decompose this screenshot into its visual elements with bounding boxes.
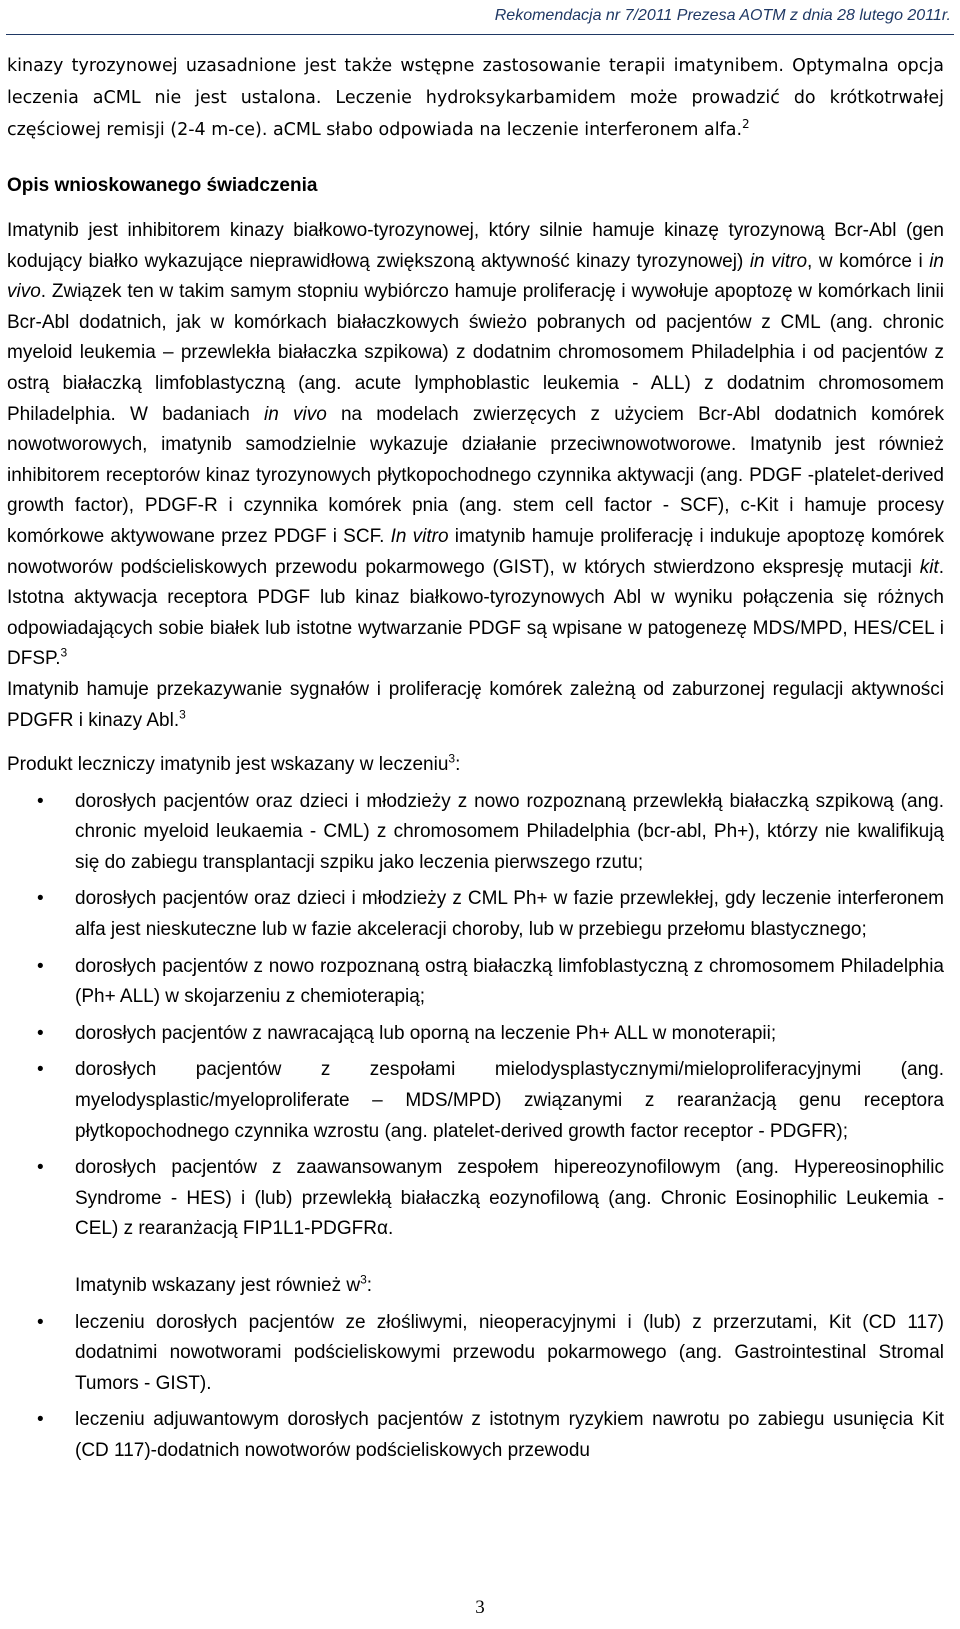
page-number: 3 (475, 1597, 485, 1618)
list-item (7, 952, 944, 1013)
footnote-ref: 3 (60, 645, 68, 660)
bullet-icon: • (37, 1409, 44, 1431)
text-run: Imatynib jest inhibitorem kinazy białkowo-tyrozynowej, który silnie hamuje kinazę tyrozynową Bcr-Abl (gen kodujący białko wykazujące nieprawidłową zwiększoną aktywność kinazy tyrozynowej) (7, 220, 944, 272)
text-run: na modelach zwierzęcych z użyciem Bcr-Abl dodatnich komórek nowotworowych, imatynib samodzielnie wykazuje działanie przeciwnowotworowe. Imatynib jest również inhibitorem receptorów kinaz tyrozynowych płytkopochodnego czynnika aktywacji (ang. PDGF -platelet-derived growth factor), PDGF-R i czynnika komórek pnia (ang. stem cell factor - SCF), c-Kit i hamuje procesy komórkowe aktywowane przez PDGF i SCF. (7, 403, 944, 547)
list-item (7, 1019, 944, 1050)
description-paragraph (7, 216, 944, 675)
list-item-text: dorosłych pacjentów z nawracającą lub oporną na leczenie Ph+ ALL w monoterapii; (75, 1022, 777, 1044)
footnote-ref: 2 (742, 117, 750, 132)
text-run: Imatynib wskazany jest również w (75, 1275, 361, 1296)
text-run: . Związek ten w takim samym stopniu wybiórczo hamuje proliferację i wywołuje apoptozę w komórkach linii Bcr-Abl dodatnich, jak w komórkach białaczkowych świeżo pobranych od pacjentów z CML (ang. chronic myeloid leukemia – przewlekła białaczka szpikowa) z dodatnim chromosomem Philadelphia i od pacjentów z ostrą białaczką limfoblastyczną (ang. acute lymphoblastic leukemia - ALL) z dodatnim chromosomem Philadelphia. W badaniach (7, 281, 944, 425)
bullet-icon: • (37, 1311, 44, 1333)
bullet-icon: • (37, 1022, 44, 1044)
list-item (7, 787, 944, 879)
list-item (7, 884, 944, 945)
bullet-icon: • (37, 955, 44, 977)
section-heading: Opis wnioskowanego świadczenia (7, 175, 318, 196)
list-item-text: leczeniu adjuwantowym dorosłych pacjentów z istotnym ryzykiem nawrotu po zabiegu usunięcia Kit (CD 117)-dodatnich nowotworów podścieliskowych przewodu (75, 1409, 944, 1461)
list-item-text: dorosłych pacjentów z zespołami mielodysplastycznymi/mieloproliferacyjnymi (ang. myelodysplastic/myeloproliferate – MDS/MPD) związanymi z rearanżacją genu receptora płytkopochodnego czynnika wzrostu (ang. platelet-derived growth factor receptor - PDGFR); (75, 1059, 944, 1142)
list-item (7, 1055, 944, 1147)
bullet-icon: • (37, 790, 44, 812)
indications-list (7, 787, 944, 1245)
running-header: Rekomendacja nr 7/2011 Prezesa AOTM z dnia 28 lutego 2011r. (494, 7, 951, 24)
text-run: : (455, 754, 461, 776)
text-run: : (366, 1275, 373, 1296)
intro-paragraph (7, 50, 944, 146)
bullet-icon: • (37, 1059, 44, 1081)
text-run: Produkt leczniczy imatynib jest wskazany w leczeniu (7, 754, 449, 776)
footnote-ref: 3 (179, 707, 186, 722)
gist-intro (7, 1271, 944, 1302)
text-run: , w komórce i (807, 250, 930, 272)
list-item (7, 1308, 944, 1400)
footnote-ref: 3 (448, 751, 456, 766)
bullet-icon: • (37, 888, 44, 910)
list-item-text: dorosłych pacjentów z zaawansowanym zespołem hipereozynofilowym (ang. Hypereosinophilic Syndrome - HES) i (lub) przewlekłą białaczką eozynofilową (ang. Chronic Eosinophilic Leukemia - CEL) z rearanżacją FIP1L1-PDGFRα. (75, 1157, 944, 1240)
list-item (7, 1153, 944, 1245)
gist-list (7, 1308, 944, 1467)
indications-intro (7, 750, 944, 781)
italic-term: in vitro (749, 250, 808, 272)
intro-text: kinazy tyrozynowej uzasadnione jest także wstępne zastosowanie terapii imatynibem. Optymalna opcja leczenia aCML nie jest ustalona. Leczenie hydroksykarbamidem może prowadzić do krótkotrwałej częściowej remisji (2-4 m-ce). aCML słabo odpowiada na leczenie interferonem alfa. (7, 56, 944, 140)
list-item-text: dorosłych pacjentów z nowo rozpoznaną ostrą białaczką limfoblastyczną z chromosomem Philadelphia (Ph+ ALL) w skojarzeniu z chemioterapią; (75, 955, 944, 1008)
italic-term: in vivo (7, 250, 944, 303)
list-item-text: dorosłych pacjentów oraz dzieci i młodzieży z nowo rozpoznaną przewlekłą białaczką szpikową (ang. chronic myeloid leukaemia - CML) z chromosomem Philadelphia (bcr-abl, Ph+), którzy nie kwalifikują się do zabiegu transplantacji szpiku jako leczenia pierwszego rzutu; (75, 790, 944, 873)
italic-term: kit (919, 556, 939, 578)
mechanism-paragraph (7, 675, 944, 736)
list-item-text: leczeniu dorosłych pacjentów ze złośliwymi, nieoperacyjnymi i (lub) z przerzutami, Kit (CD 117) dodatnimi nowotworami podścieliskowymi przewodu pokarmowego (ang. Gastrointestinal Stromal Tumors - GIST). (75, 1311, 944, 1394)
list-item-text: dorosłych pacjentów oraz dzieci i młodzieży z CML Ph+ w fazie przewlekłej, gdy leczenie interferonem alfa jest nieskuteczne lub w fazie akceleracji choroby, lub w przebiegu przełomu blastycznego; (75, 888, 944, 941)
text-run: Imatynib hamuje przekazywanie sygnałów i proliferację komórek zależną od zaburzonej regulacji aktywności PDGFR i kinazy Abl. (7, 678, 944, 731)
bullet-icon: • (37, 1157, 44, 1179)
footnote-ref: 3 (360, 1272, 367, 1287)
text-run: . Istotna aktywacja receptora PDGF lub kinaz białkowo-tyrozynowych Abl w wyniku połączenia się różnych odpowiadających sobie białek lub istotne wytwarzanie PDGF są wpisane w patogenezę MDS/MPD, HES/CEL i DFSP. (7, 556, 944, 670)
italic-term: In vitro (390, 525, 449, 547)
italic-term: in vivo (264, 403, 327, 425)
document-body (7, 50, 944, 1467)
text-run: imatynib hamuje proliferację i indukuje apoptozę komórek nowotworów podścieliskowych przewodu pokarmowego (GIST), w których stwierdzono ekspresję mutacji (7, 525, 944, 578)
list-item (7, 1405, 944, 1466)
header-rule (6, 34, 954, 35)
